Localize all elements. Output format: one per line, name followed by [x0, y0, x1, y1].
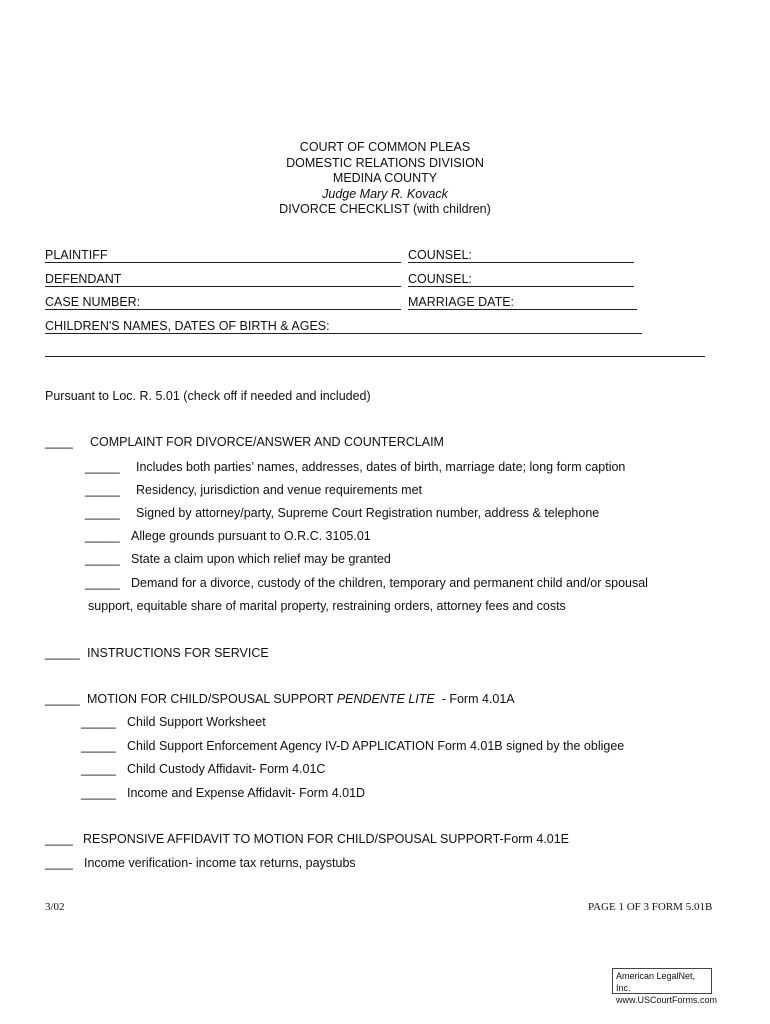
marriage-date-field[interactable] [408, 309, 637, 310]
defendant-label: DEFENDANT [45, 272, 122, 286]
children-field-line-2[interactable] [45, 356, 705, 357]
checkbox-motion-item-2[interactable]: _____ [81, 739, 116, 753]
complaint-item-3: Signed by attorney/party, Supreme Court Registration number, address & telephone [136, 506, 600, 520]
form-title: DIVORCE CHECKLIST (with children) [279, 202, 491, 216]
checkbox-complaint-item-3[interactable]: _____ [85, 506, 120, 520]
motion-title-main: MOTION FOR CHILD/SPOUSAL SUPPORT [87, 692, 337, 706]
checkbox-motion[interactable]: _____ [45, 692, 80, 706]
motion-item-3: Child Custody Affidavit- Form 4.01C [127, 762, 326, 776]
checkbox-motion-item-1[interactable]: _____ [81, 715, 116, 729]
publisher-name: American LegalNet, Inc. [616, 971, 696, 993]
responsive-title: RESPONSIVE AFFIDAVIT TO MOTION FOR CHILD/SPOUSAL SUPPORT-Form 4.01E [83, 832, 569, 846]
division-name: DOMESTIC RELATIONS DIVISION [286, 155, 484, 170]
complaint-item-1: Includes both parties’ names, addresses, dates of birth, marriage date; long form caption [136, 460, 626, 474]
motion-title-form: - Form 4.01A [434, 692, 515, 706]
plaintiff-field[interactable] [45, 262, 401, 263]
checkbox-responsive[interactable]: ____ [45, 832, 73, 846]
defendant-counsel-label: COUNSEL: [408, 272, 472, 286]
checkbox-complaint-item-6[interactable]: _____ [85, 576, 120, 590]
motion-item-2: Child Support Enforcement Agency IV-D APPLICATION Form 4.01B signed by the obligee [127, 739, 625, 753]
complaint-item-4: Allege grounds pursuant to O.R.C. 3105.01 [131, 529, 371, 543]
complaint-item-2: Residency, jurisdiction and venue requirements met [136, 483, 423, 497]
checkbox-complaint-item-2[interactable]: _____ [85, 483, 120, 497]
complaint-title: COMPLAINT FOR DIVORCE/ANSWER AND COUNTERCLAIM [90, 435, 444, 449]
checkbox-complaint-item-5[interactable]: _____ [85, 552, 120, 566]
checkbox-complaint[interactable]: ____ [45, 435, 73, 449]
marriage-date-label: MARRIAGE DATE: [408, 295, 515, 309]
case-number-label: CASE NUMBER: [45, 295, 141, 309]
court-name: COURT OF COMMON PLEAS [299, 140, 471, 154]
publisher-url: www.USCourtForms.com [616, 995, 718, 1005]
defendant-counsel-field[interactable] [408, 286, 634, 287]
checkbox-complaint-item-4[interactable]: _____ [85, 529, 120, 543]
checkbox-service[interactable]: _____ [45, 646, 80, 660]
revision-date: 3/02 [45, 901, 65, 913]
case-number-field[interactable] [45, 309, 401, 310]
children-field[interactable] [45, 333, 642, 334]
judge-name: Judge Mary R. Kovack [322, 186, 448, 201]
service-title: INSTRUCTIONS FOR SERVICE [87, 646, 269, 660]
complaint-item-6-continuation: support, equitable share of marital property, restraining orders, attorney fees and costs [88, 599, 566, 613]
county-name: MEDINA COUNTY [332, 171, 438, 185]
complaint-item-6: Demand for a divorce, custody of the children, temporary and permanent child and/or spousal [131, 576, 648, 590]
complaint-item-5: State a claim upon which relief may be granted [131, 552, 391, 566]
motion-title-italic: PENDENTE LITE [336, 692, 435, 706]
defendant-field[interactable] [45, 286, 401, 287]
checkbox-motion-item-4[interactable]: _____ [81, 786, 116, 800]
publisher-stamp [612, 968, 718, 1005]
plaintiff-counsel-label: COUNSEL: [408, 248, 472, 262]
plaintiff-label: PLAINTIFF [45, 248, 108, 262]
plaintiff-counsel-field[interactable] [408, 262, 634, 263]
checkbox-income[interactable]: ____ [45, 856, 73, 870]
page-number: PAGE 1 OF 3 FORM 5.01B [588, 901, 713, 913]
income-title: Income verification- income tax returns, paystubs [84, 856, 356, 870]
checkbox-motion-item-3[interactable]: _____ [81, 762, 116, 776]
checkbox-complaint-item-1[interactable]: _____ [85, 460, 120, 474]
motion-item-4: Income and Expense Affidavit- Form 4.01D [127, 786, 366, 800]
children-label: CHILDREN'S NAMES, DATES OF BIRTH & AGES: [45, 319, 330, 333]
motion-item-1: Child Support Worksheet [127, 715, 266, 729]
intro-text: Pursuant to Loc. R. 5.01 (check off if needed and included) [45, 389, 371, 403]
motion-title [87, 692, 515, 706]
